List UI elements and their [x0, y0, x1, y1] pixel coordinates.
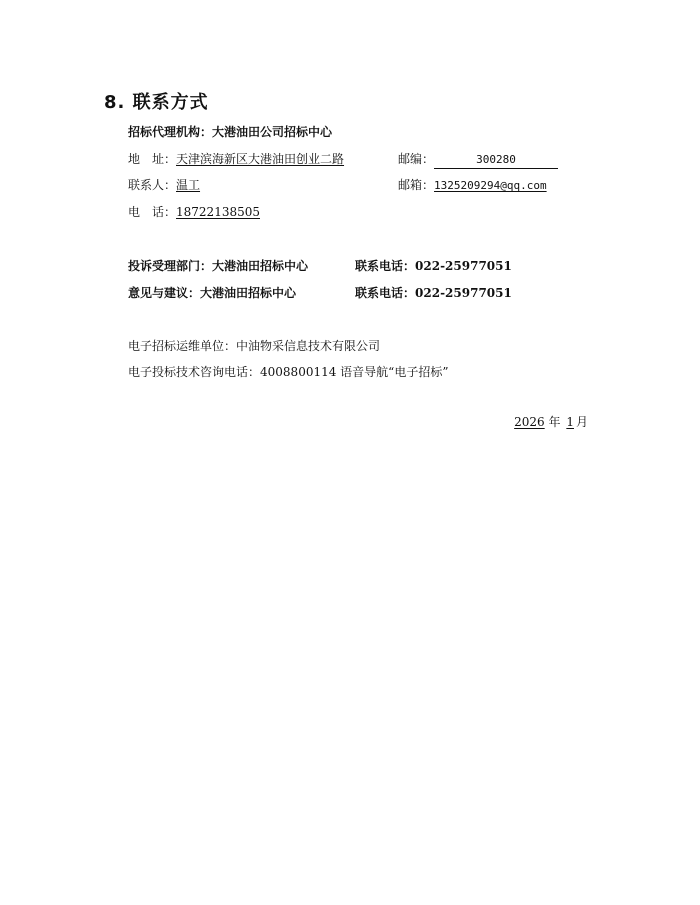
complaint-tel: 022-25977051 — [415, 259, 512, 273]
date-year: 2026 — [514, 415, 545, 429]
suggestion-name: 大港油田招标中心 — [200, 286, 297, 300]
address-value: 天津滨海新区大港油田创业二路 — [176, 152, 345, 166]
agency-line — [128, 124, 332, 140]
contact-value: 温工 — [176, 178, 201, 192]
suggestion-label: 意见与建议： — [128, 286, 201, 300]
phone-value: 18722138505 — [176, 205, 260, 219]
complaint-tel-line — [355, 258, 512, 274]
phone-label: 电 话： — [128, 205, 177, 219]
email-line — [398, 177, 547, 194]
postcode-line — [398, 151, 558, 169]
ebid-operator-line — [128, 338, 380, 354]
ebid-support: 4008800114 语音导航“电子招标” — [260, 365, 449, 379]
email-value: 1325209294@qq.com — [434, 179, 547, 192]
ebid-operator-label: 电子招标运维单位： — [128, 339, 237, 353]
postcode-value: 300280 — [434, 152, 558, 169]
contact-label: 联系人： — [128, 178, 177, 192]
suggestion-line — [128, 285, 296, 301]
date-month: 1 — [566, 415, 574, 429]
suggestion-tel-label: 联系电话： — [355, 286, 416, 300]
complaint-line — [128, 258, 308, 274]
email-label: 邮箱： — [398, 178, 435, 192]
ebid-support-line — [128, 364, 448, 380]
suggestion-tel-line — [355, 285, 512, 301]
address-line — [128, 151, 350, 167]
address-label: 地 址： — [128, 152, 177, 166]
agency-label: 招标代理机构： — [128, 125, 213, 139]
date-year-suffix: 年 — [548, 415, 561, 429]
contact-line — [128, 177, 200, 193]
postcode-label: 邮编： — [398, 152, 435, 166]
ebid-support-label: 电子投标技术咨询电话： — [128, 365, 261, 379]
agency-name: 大港油田公司招标中心 — [212, 125, 333, 139]
complaint-label: 投诉受理部门： — [128, 259, 213, 273]
phone-line — [128, 204, 260, 220]
ebid-operator: 中油物采信息技术有限公司 — [236, 339, 381, 353]
date-line — [514, 414, 588, 430]
date-month-suffix: 月 — [575, 415, 588, 429]
section-title: 8. 联系方式 — [104, 92, 209, 113]
complaint-name: 大港油田招标中心 — [212, 259, 309, 273]
suggestion-tel: 022-25977051 — [415, 286, 512, 300]
complaint-tel-label: 联系电话： — [355, 259, 416, 273]
